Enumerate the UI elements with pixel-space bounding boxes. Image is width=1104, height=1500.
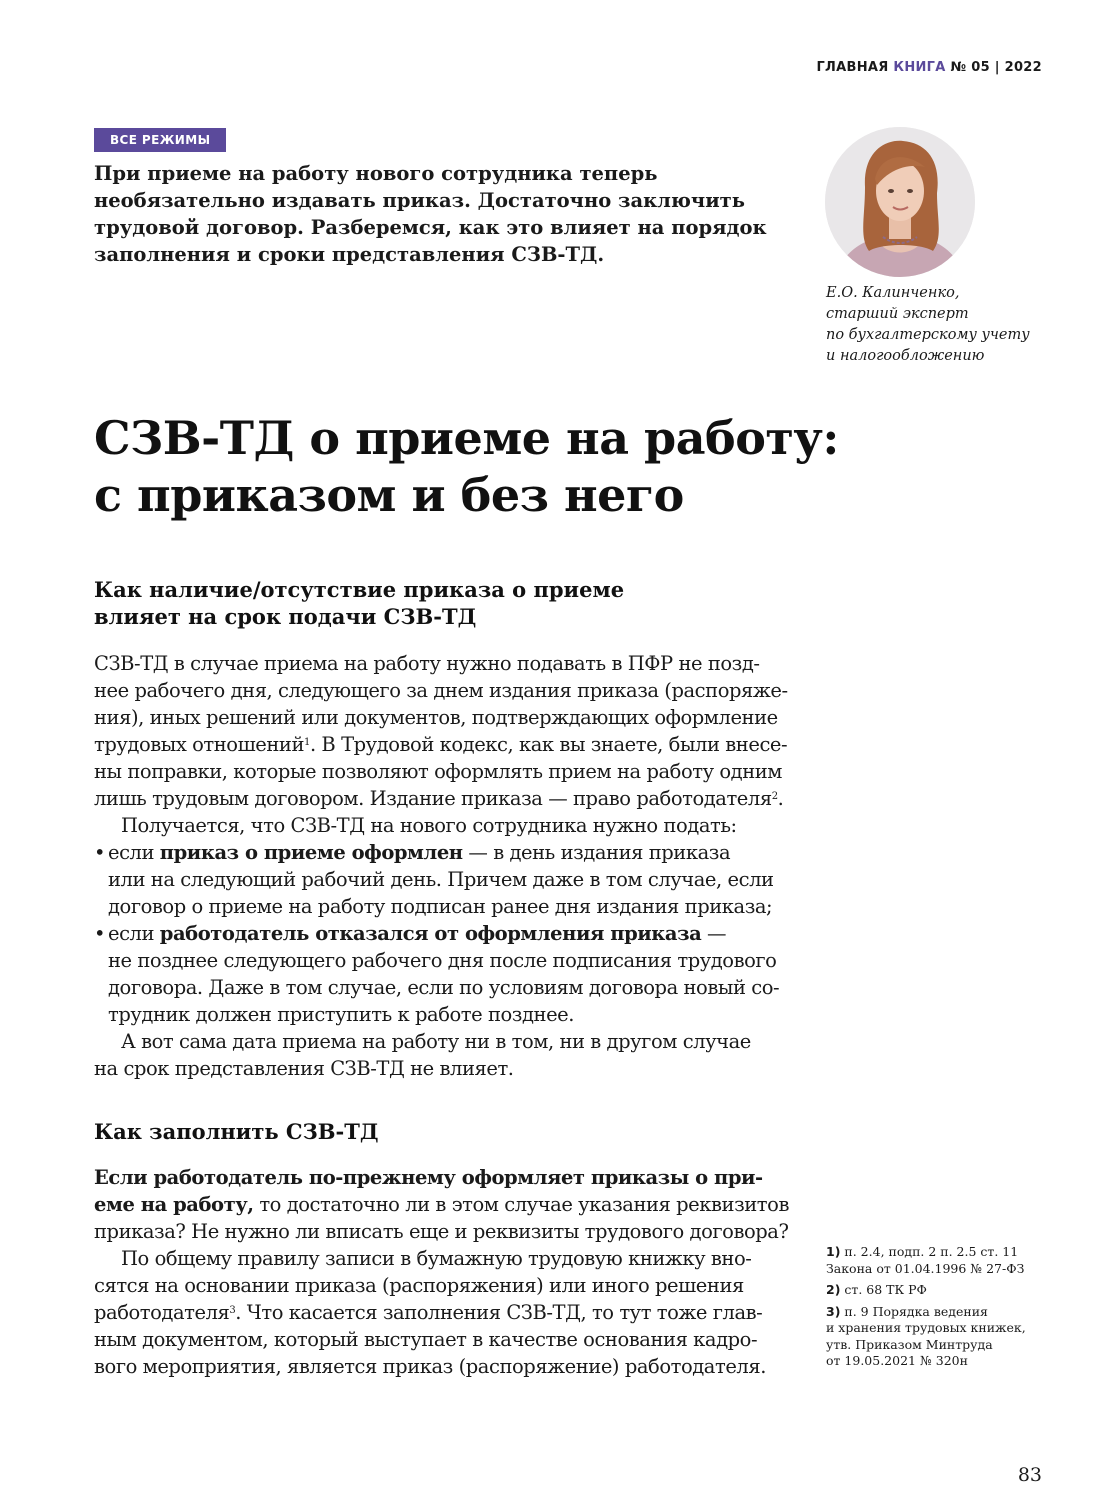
bold-segment: приказ о приеме оформлен bbox=[159, 841, 463, 864]
section2-heading bbox=[94, 1118, 379, 1145]
article-title-line2: с приказом и без него bbox=[94, 468, 684, 522]
text-segment: — в день издания приказа bbox=[462, 841, 731, 864]
author-portrait-icon bbox=[825, 127, 975, 277]
section1-body bbox=[94, 650, 788, 1082]
magazine-header bbox=[816, 60, 1042, 75]
text-segment: . bbox=[777, 787, 784, 810]
footnote-line: утв. Приказом Минтруда bbox=[826, 1336, 993, 1352]
text-line: По общему правилу записи в бумажную трудовую книжку вно- bbox=[121, 1247, 752, 1270]
text-line: СЗВ-ТД в случае приема на работу нужно подавать в ПФР не позд- bbox=[94, 652, 760, 675]
text-line: Получается, что СЗВ-ТД на нового сотрудника нужно подать: bbox=[121, 814, 737, 837]
text-line: или на следующий рабочий день. Причем даже в том случае, если bbox=[108, 868, 774, 891]
tax-regime-badge: ВСЕ РЕЖИМЫ bbox=[94, 128, 226, 152]
bullet-item-1 bbox=[94, 839, 784, 866]
article-title-line1: СЗВ-ТД о приеме на работу: bbox=[94, 411, 839, 465]
text-line: нее рабочего дня, следующего за днем издания приказа (распоряже- bbox=[94, 679, 788, 702]
text-line: ны поправки, которые позволяют оформлять прием на работу одним bbox=[94, 760, 783, 783]
text-line: не позднее следующего рабочего дня после подписания трудового bbox=[108, 949, 777, 972]
text-line: ния), иных решений или документов, подтверждающих оформление bbox=[94, 706, 778, 729]
footnote-ref-3: 3 bbox=[229, 1305, 236, 1316]
footnote-number: 2) bbox=[826, 1282, 841, 1297]
footnote-1 bbox=[826, 1244, 1056, 1277]
footnote-line bbox=[826, 1304, 1056, 1321]
footnote-text: ст. 68 ТК РФ bbox=[844, 1282, 927, 1297]
text-segment: . В Трудовой кодекс, как вы знаете, были внесе- bbox=[309, 733, 788, 756]
text-line: на срок представления СЗВ-ТД не влияет. bbox=[94, 1057, 514, 1080]
text-line: ным документом, который выступает в качестве основания кадро- bbox=[94, 1328, 758, 1351]
text-segment: если bbox=[108, 841, 160, 864]
page-number: 83 bbox=[1017, 1464, 1042, 1486]
text-line: вого мероприятия, является приказ (распоряжение) работодателя. bbox=[94, 1355, 766, 1378]
footnote-2 bbox=[826, 1282, 1056, 1299]
text-segment: лишь трудовым договором. Издание приказа — право работодателя bbox=[94, 787, 772, 810]
text-line: приказа? Не нужно ли вписать еще и реквизиты трудового договора? bbox=[94, 1220, 789, 1243]
author-position-line3: и налогообложению bbox=[826, 348, 985, 364]
magazine-name-part1: ГЛАВНАЯ bbox=[816, 60, 889, 75]
section1-heading bbox=[94, 576, 624, 630]
text-line: договор о приеме на работу подписан ранее дня издания приказа; bbox=[108, 895, 773, 918]
text-line bbox=[94, 1164, 784, 1191]
text-segment: если bbox=[108, 922, 160, 945]
section2-heading-line: Как заполнить СЗВ-ТД bbox=[94, 1119, 379, 1144]
author-caption bbox=[826, 283, 1056, 367]
text-line: А вот сама дата приема на работу ни в том, ни в другом случае bbox=[121, 1030, 751, 1053]
text-line: сятся на основании приказа (распоряжения) или иного решения bbox=[94, 1274, 744, 1297]
bold-segment: Если работодатель по-прежнему оформляет приказы о при- bbox=[94, 1166, 763, 1189]
text-line bbox=[94, 731, 788, 758]
bullet-icon: • bbox=[94, 841, 106, 864]
footnote-line bbox=[826, 1282, 1056, 1299]
footnote-line: и хранения трудовых книжек, bbox=[826, 1320, 1026, 1335]
section2-body bbox=[94, 1164, 789, 1380]
author-position-line2: по бухгалтерскому учету bbox=[826, 327, 1030, 343]
lead-paragraph: При приеме на работу нового сотрудника теперь необязательно издавать приказ. Достаточно заключить трудовой договор. Разберемся, как это влияет на порядок заполнения и сроки представления СЗВ-ТД. bbox=[94, 162, 767, 266]
text-line: договора. Даже в том случае, если по условиям договора новый со- bbox=[108, 976, 780, 999]
footnote-number: 3) bbox=[826, 1303, 841, 1319]
bold-segment: еме на работу, bbox=[94, 1193, 254, 1216]
footnotes bbox=[826, 1244, 1056, 1375]
footnote-ref-2: 2 bbox=[771, 791, 778, 802]
text-segment: — bbox=[701, 922, 727, 945]
footnote-ref-1: 1 bbox=[304, 737, 310, 748]
author-photo bbox=[825, 127, 975, 277]
author-position: старший эксперт bbox=[826, 306, 969, 322]
author-name: Е.О. Калинченко, bbox=[826, 285, 960, 301]
text-segment: то достаточно ли в этом случае указания реквизитов bbox=[253, 1193, 789, 1216]
text-segment: . Что касается заполнения СЗВ-ТД, то тут тоже глав- bbox=[235, 1301, 763, 1324]
issue-number: № 05 | 2022 bbox=[950, 60, 1042, 75]
text-segment: работодателя bbox=[94, 1301, 230, 1324]
footnote-text: п. 2.4, подп. 2 п. 2.5 ст. 11 bbox=[844, 1244, 1019, 1259]
text-line: трудник должен приступить к работе позднее. bbox=[108, 1003, 574, 1026]
magazine-name-part2: КНИГА bbox=[893, 60, 946, 75]
section1-heading-line2: влияет на срок подачи СЗВ-ТД bbox=[94, 604, 477, 629]
text-line bbox=[94, 1299, 784, 1326]
text-segment: трудовых отношений bbox=[94, 733, 305, 756]
text-line bbox=[94, 785, 784, 812]
footnote-text: п. 9 Порядка ведения bbox=[844, 1303, 988, 1319]
bold-segment: работодатель отказался от оформления приказа bbox=[159, 922, 702, 945]
article-title bbox=[94, 410, 874, 524]
footnote-line: от 19.05.2021 № 320н bbox=[826, 1353, 968, 1368]
footnote-number: 1) bbox=[826, 1244, 841, 1259]
bullet-item-2 bbox=[94, 920, 784, 947]
bullet-icon: • bbox=[94, 922, 106, 945]
text-line bbox=[94, 1191, 789, 1218]
footnote-line bbox=[826, 1244, 1056, 1261]
section1-heading-line1: Как наличие/отсутствие приказа о приеме bbox=[94, 577, 625, 602]
footnote-line: Закона от 01.04.1996 № 27-ФЗ bbox=[826, 1260, 1025, 1276]
footnote-3 bbox=[826, 1304, 1056, 1370]
